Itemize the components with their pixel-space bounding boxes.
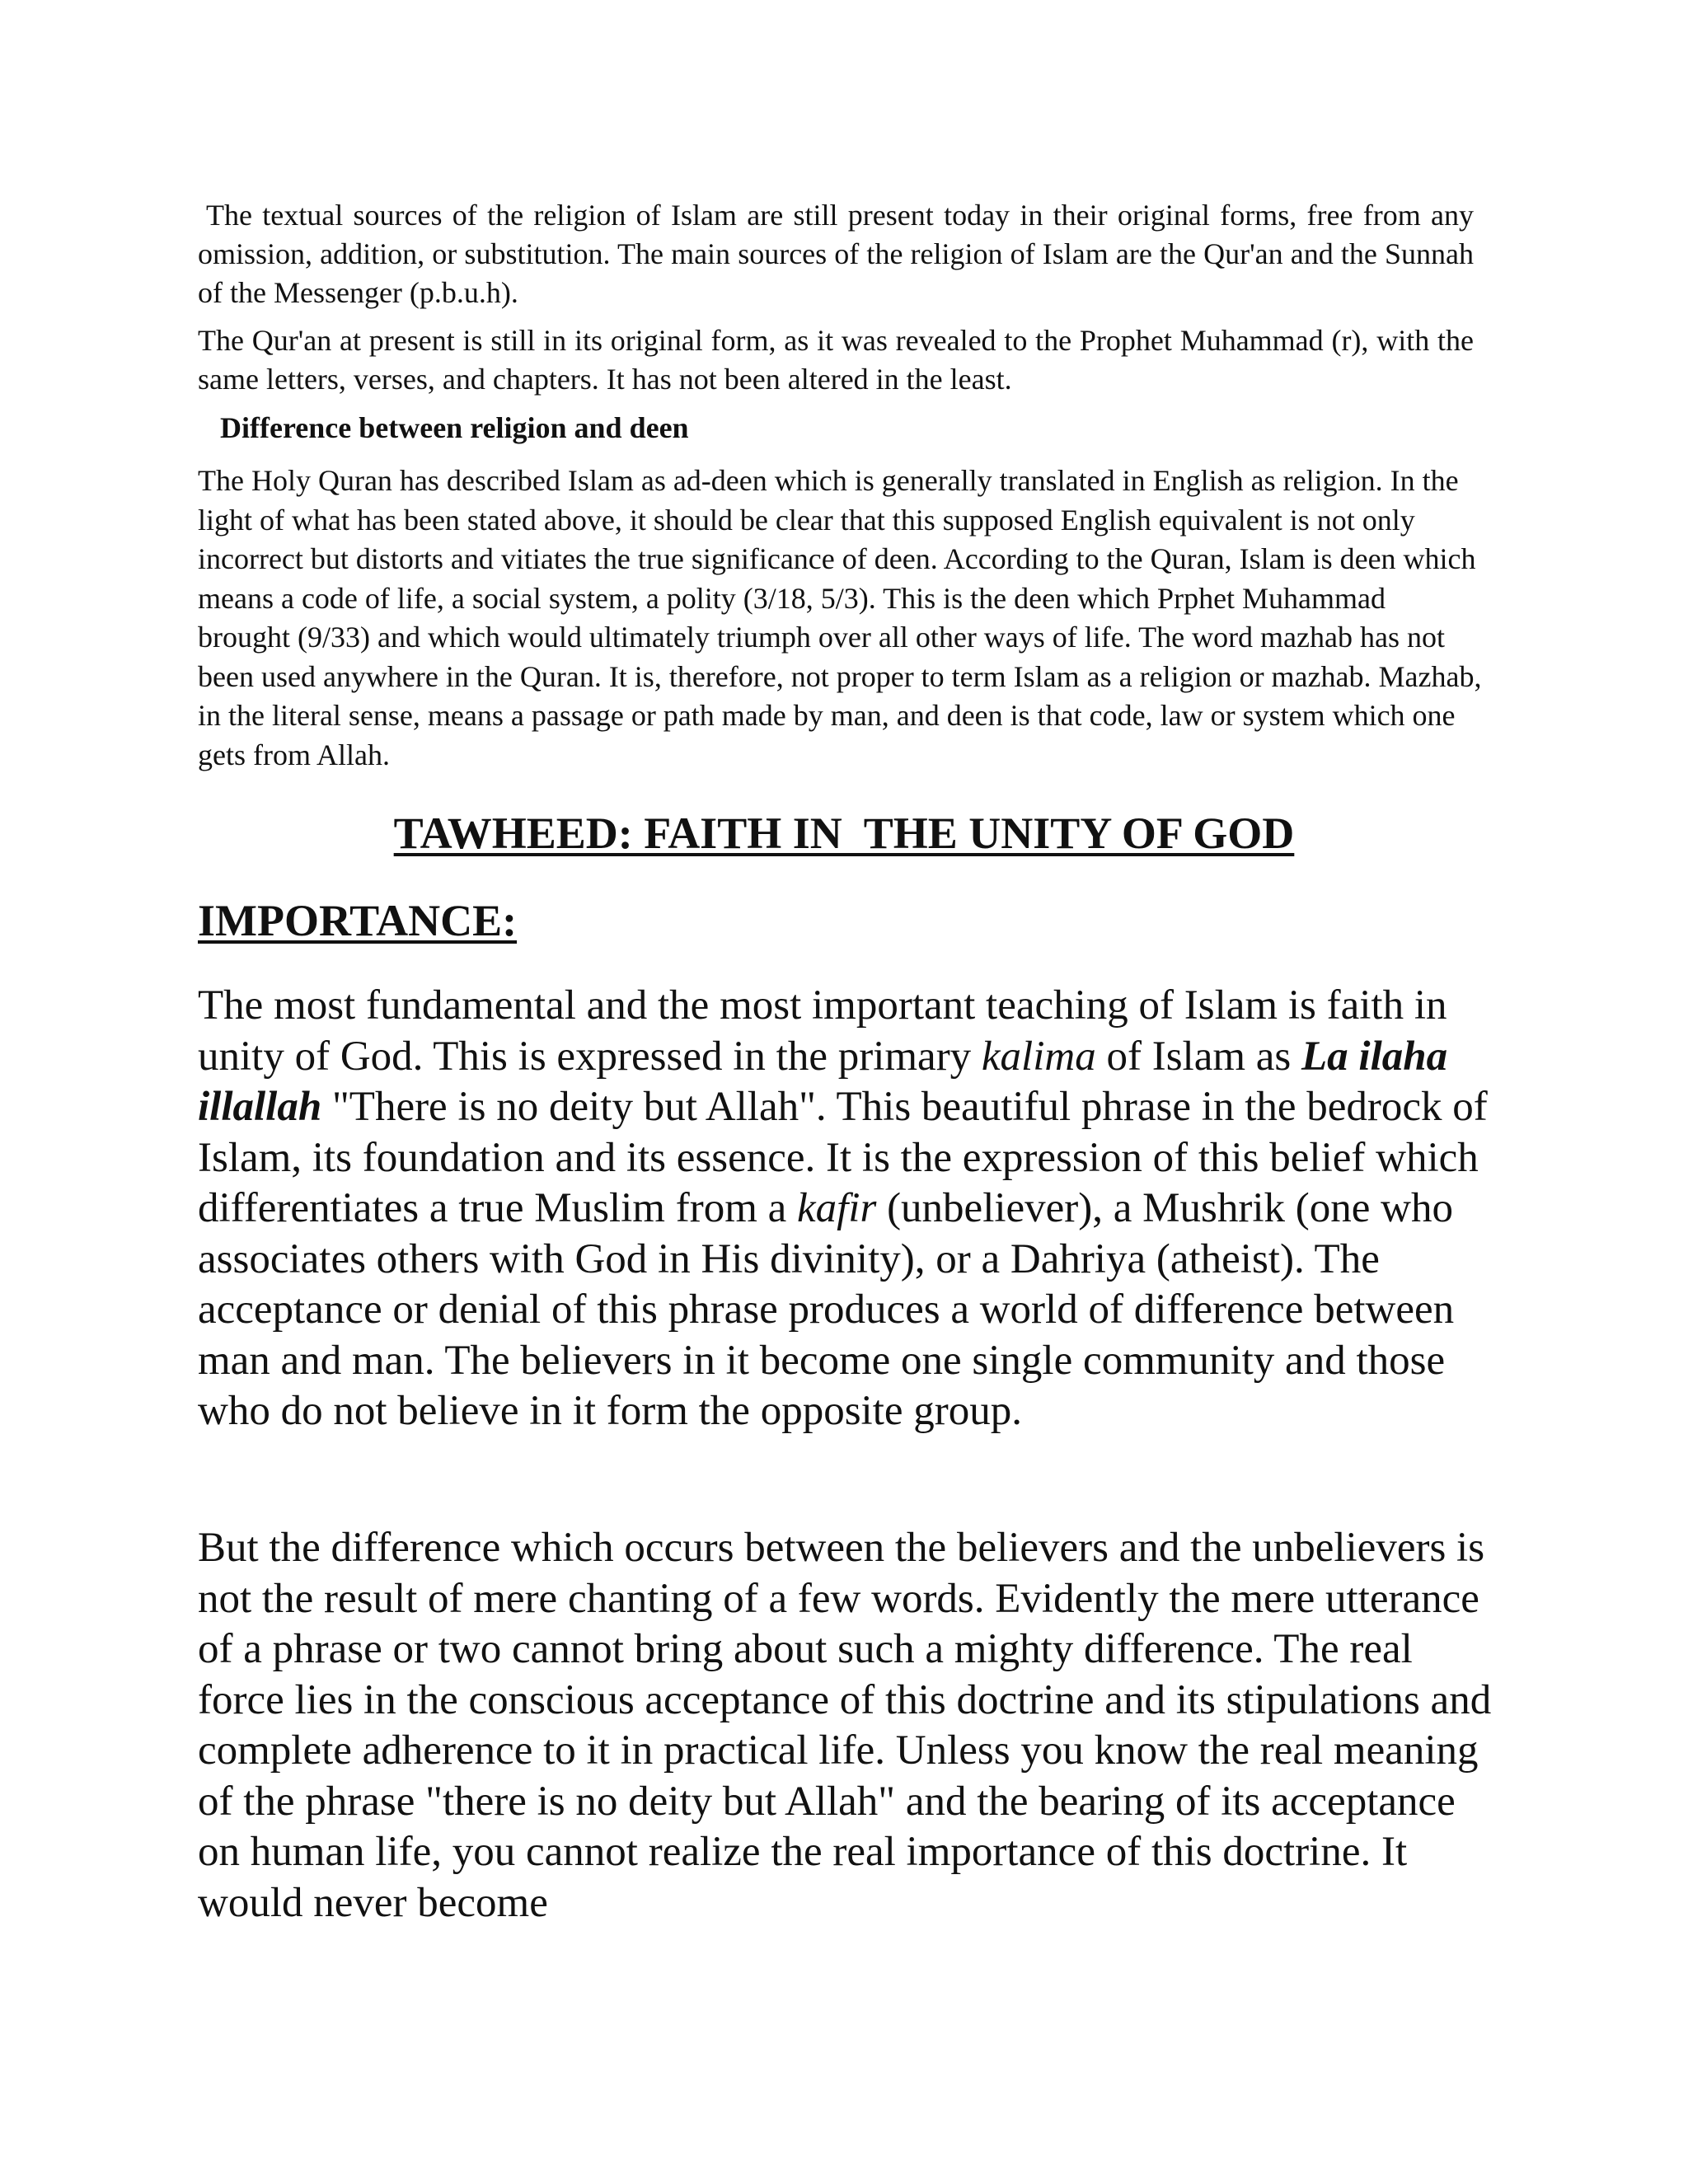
intro-paragraph-1 [198, 196, 1474, 312]
importance-paragraph-2: But the difference which occurs between the believers and the unbelievers is not the result of mere chanting of a few words. Evidently the mere utterance of a phrase or two cannot bring about such a mighty difference. The real force lies in the conscious acceptance of this doctrine and its stipulations and complete adherence to it in practical life. Unless you know the real meaning of the phrase "there is no deity but Allah" and the bearing of its acceptance on human life, you cannot realize the real importance of this doctrine. It would never become [198, 1525, 1492, 1926]
kafir-term: kafir [797, 1185, 877, 1231]
importance-text-part3: "There is no deity but Allah". This beautiful phrase in the bedrock of Islam, its foundation and its essence. It is the expression of this belief which differentiates a true Muslim from a [198, 1084, 1488, 1231]
la-ilaha-phrase: La ilaha illallah [198, 1033, 1448, 1130]
intro-paragraph-2: The Qur'an at present is still in its original form, as it was revealed to the Prophet Muhammad (r), with the same letters, verses, and chapters. It has not been altered in the least. [198, 324, 1474, 396]
importance-text-part2: of Islam as [1095, 1033, 1302, 1080]
deen-paragraph: The Holy Quran has described Islam as ad-deen which is generally translated in English as religion. In the light of what has been stated above, it should be clear that this supposed English equivalent is not only incorrect but distorts and vitiates the true significance of deen. According to the Quran, Islam is deen which means a code of life, a social system, a polity (3/18, 5/3). This is the deen which Prphet Muhammad brought (9/33) and which would ultimately triumph over all other ways of life. The word mazhab has not been used anywhere in the Quran. It is, therefore, not proper to term Islam as a religion or mazhab. Mazhab, in the literal sense, means a passage or path made by man, and deen is that code, law or system which one gets from Allah. [198, 464, 1482, 771]
kalima-term: kalima [981, 1033, 1096, 1080]
importance-paragraph-1 [198, 981, 1500, 1437]
intro-paragraph-1-text: The textual sources of the religion of Islam are still present today in their original forms, free from any omission, addition, or substitution. The main sources of the religion of Islam are the Qur'an and the Sunnah of the Messenger (p.b.u.h). [198, 199, 1474, 309]
subheading-religion-deen: Difference between religion and deen [220, 411, 689, 444]
importance-text-part4: (unbeliever), a Mushrik (one who associates others with God in His divinity), or a Dahriya (atheist). The acceptance or denial of this phrase produces a world of difference between man and man. The believers in it become one single community and those who do not believe in it form the opposite group. [198, 1185, 1455, 1434]
section-heading-importance: IMPORTANCE: [198, 896, 518, 945]
importance-text-part1: The most fundamental and the most important teaching of Islam is faith in unity of God. This is expressed in the primary [198, 982, 1447, 1080]
page-title: TAWHEED: FAITH IN THE UNITY OF GOD [393, 808, 1295, 858]
